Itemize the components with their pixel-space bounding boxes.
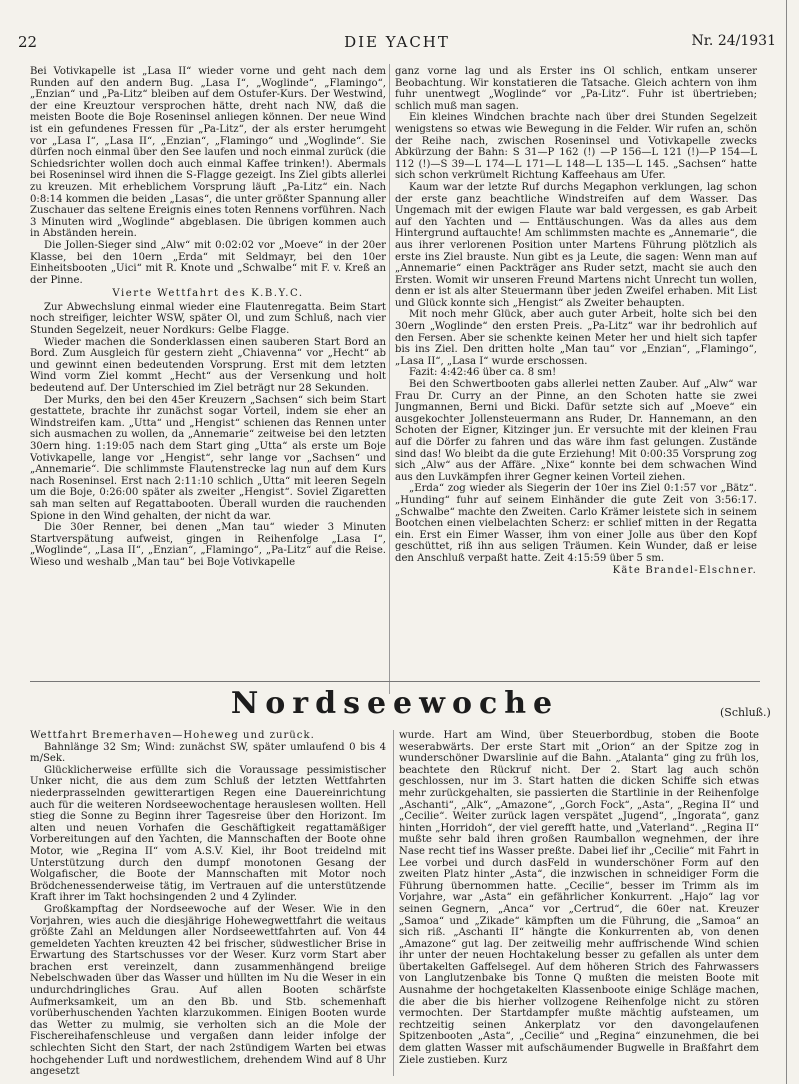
- page-header: [18, 33, 776, 55]
- paragraph: Mit noch mehr Glück, aber auch guter Arbeit, holte sich bei den 30ern „Woglinde“ den ersten Preis. „Pa-Litz“ war ihr bedrohlich auf den Fersen. Aber sie schenkte keinen Meter her und hielt sich tapfer bis ins Ziel. Den dritten holte „Man tau“ vor „Enzian“, „Flamingo“, „Lasa II“, „Lasa I“ wurde erschossen.: [395, 309, 757, 367]
- section-subheading: Vierte Wettfahrt des K.B.Y.C.: [112, 288, 304, 300]
- paragraph: Die Jollen-Sieger sind „Alw“ mit 0:02:02 vor „Moeve“ in der 20er Klasse, bei den 10ern „Erda“ mit Seldmayr, bei den 10er Einheitsbooten „Uici“ mit R. Knote und „Schwalbe“ mit F. v. Kreß an der Pinne.: [30, 239, 386, 286]
- section-title: Nordseewoche: [230, 686, 560, 721]
- author-signature: Käte Brandel-Elschner.: [612, 564, 757, 576]
- section-divider: [30, 681, 760, 682]
- paragraph: „Erda“ zog wieder als Siegerin der 10er ins Ziel 0:1:57 vor „Bätz“. „Hunding“ fuhr auf seinem Einhänder die gute Zeit von 3:56:17. „Schwalbe“ machte den Zweiten. Carlo Krämer leistete sich in seinem Bootchen einen vielbelachten Scherz: er schlief mitten in der Regatta ein. Erst ein Eimer Wasser, ihm von einer Jolle aus über den Kopf geschüttet, riß ihn aus seligen Träumen. Kein Wunder, daß er leise den Anschluß verpaßt hatte. Zeit 4:15:59 über 5 sm.: [395, 483, 757, 564]
- article1-column-2: [395, 66, 757, 672]
- paragraph: Kaum war der letzte Ruf durchs Megaphon verklungen, lag schon der erste ganz beachtliche Windstreifen auf dem Wasser. Das Ungemach mit der ewigen Flaute war bald vergessen, es gab Arbeit auf den Yachten und — Enttäuschungen. Was da alles aus dem Hintergrund auftauchte! Am schlimmsten machte es „Annemarie“, die aus ihrer verlorenen Position unter Martens Führung plötzlich als erste ins Ziel brauste. Nun gibt es ja Leute, die sagen: Wenn man auf „Annemarie“ einen Packträger ans Ruder setzt, macht sie auch den Ersten. Womit wir unseren Freund Martens nicht Unrecht tun wollen, denn er ist als alter Steuermann über jeden Zweifel erhaben. Mit List und Glück konnte sich „Hengist“ als Zweiter behaupten.: [395, 181, 757, 309]
- paragraph: Die 30er Renner, bei denen „Man tau“ wieder 3 Minuten Startverspätung aufweist, gingen in Reihenfolge „Lasa I“, „Woglinde“, „Lasa II“, „Enzian“, „Flamingo“, „Pa-Litz“ auf die Reise. Wieso und weshalb „Man tau“ bei Boje Votivkapelle: [30, 522, 386, 568]
- article2-column-1: [30, 730, 386, 1076]
- paragraph: wurde. Hart am Wind, über Steuerbordbug, stoben die Boote weserabwärts. Der erste Start mit „Orion“ an der Spitze zog in wunderschöner Dwarslinie auf die Bahn. „Atalanta“ ging zu früh los, beachtete den Rückruf nicht. Der 2. Start lag auch schön geschlossen, nur im 3. Start hatten die dicken Schiffe sich etwas mehr zurückgehalten, sie passierten die Startlinie in der Reihenfolge „Aschanti“, „Alk“, „Amazone“, „Gorch Fock“, „Asta“, „Regina II“ und „Cecilie“. Weiter zurück lagen verspätet „Jugend“, „Ingorata“, ganz hinten „Horridoh“, der viel gerefft hatte, und „Vaterland“. „Regina II“ mußte sehr bald ihren großen Raumballon wegnehmen, der ihre Nase recht tief ins Wasser preßte. Dabei lief ihr „Cecilie“ mit Fahrt in Lee vorbei und durch dasFeld in wunderschöner Form auf den zweiten Platz hinter „Asta“, die inzwischen in schneidiger Form die Führung übernommen hatte. „Cecilie“, besser im Trimm als im Vorjahre, war „Asta“ ein gefährlicher Konkurrent. „Hajo“ lag vor seinen Gegnern, „Anca“ vor „Certrud“, die 60er nat. Kreuzer „Samoa“ und „Zikade“ kämpften um die Führung, die „Samoa“ an sich riß. „Aschanti II“ hängte die Konkurrenten ab, von denen „Amazone“ gut lag. Der zeitweilig mehr auffrischende Wind schien ihr unter der neuen Hochtakelung besser zu gefallen als unter dem übertakelten Gaffelsegel. Auf dem höheren Strich des Fahrwassers von Langlutzenbake bis Tonne Q mußten die meisten Boote mit Ausnahme der hochgetakelten Klassenboote einige Schläge machen, die aber die bis hierher vollzogene Reihenfolge nicht zu stören vermochten. Der Startdampfer mußte mächtig aufsteamen, um rechtzeitig seinen Ankerplatz vor den davongelaufenen Spitzenbooten „Asta“, „Cecilie“ und „Regina“ einzunehmen, die bei dem glatten Wasser mit aufschäumender Bugwelle in Braßfahrt dem Ziele zustieben. Kurz: [399, 730, 759, 1066]
- paragraph: Bahnlänge 32 Sm; Wind: zunächst SW, später umlaufend 0 bis 4 m/Sek.: [30, 741, 386, 765]
- issue-number: Nr. 24/1931: [691, 33, 776, 49]
- paragraph: Bei Votivkapelle ist „Lasa II“ wieder vorne und geht nach dem Runden auf den andern Bug. „Lasa I“, „Woglinde“, „Flamingo“, „Enzian“ und „Pa-Litz“ bleiben auf dem Ostufer-Kurs. Der Westwind, der eine Kreuztour versprochen hätte, dreht nach NW, daß die meisten Boote die Boje Roseninsel anliegen können. Der neue Wind ist ein gefundenes Fressen für „Pa-Litz“, der als erster herumgeht vor „Lasa I“, „Lasa II“, „Enzian“, „Flamingo“ und „Woglinde“. Sie dürfen noch einmal über den See laufen und noch einmal zurück (die Schiedsrichter wollen doch auch einmal Kaffee trinken!). Abermals bei Roseninsel wird ihnen die S-Flagge gezeigt. Ins Ziel gibts allerlei zu kreuzen. Mit erheblichem Vorsprung läuft „Pa-Litz“ ein. Nach 0:8:14 kommen die beiden „Lasas“, die unter größter Spannung aller Zuschauer das seltene Ereignis eines toten Rennens vorführen. Nach 3 Minuten wird „Woglinde“ abgeblasen. Die übrigen kommen auch in Abständen herein.: [30, 66, 386, 240]
- page-edge-line: [786, 0, 787, 1084]
- paragraph: Wieder machen die Sonderklassen einen sauberen Start Bord an Bord. Zum Ausgleich für gestern zieht „Chiavenna“ vor „Hecht“ ab und gewinnt einen bedeutenden Vorsprung. Erst mit dem letzten Wind vorm Ziel kommt „Hecht“ aus der Versenkung und holt bedeutend auf. Der Unterschied im Ziel beträgt nur 28 Sekunden.: [30, 336, 386, 395]
- article1-column-1: [30, 66, 386, 692]
- paragraph: Zur Abwechslung einmal wieder eine Flautenregatta. Beim Start noch streifiger, leichter WSW, später Ol, und zum Schluß, nach vier Stunden Segelzeit, neuer Nordkurs: Gelbe Flagge.: [30, 301, 386, 337]
- paragraph: Bei den Schwertbooten gabs allerlei netten Zauber. Auf „Alw“ war Frau Dr. Curry an der Pinne, an den Schoten hatte sie zwei Jungmannen, Berni und Bicki. Dafür setzte sich auf „Moeve“ ein ausgekochter Jollensteuermann ans Ruder, Dr. Hannemann, an den Schoten der Eigner, Kitzinger jun. Er versuchte mit der kleinen Frau auf die Dörfer zu fahren und das wäre ihm fast gelungen. Zustände sind das! Wo bleibt da die gute Erziehung! Mit 0:00:35 Vorsprung zog sich „Alw“ aus der Affäre. „Nixe“ konnte bei dem schwachen Wind aus den Luvkämpfen ihrer Gegner keinen Vorteil ziehen.: [395, 379, 757, 483]
- paragraph: Fazit: 4:42:46 über ca. 8 sm!: [409, 367, 557, 379]
- column-divider: [393, 730, 394, 1076]
- article-subtitle: Wettfahrt Bremerhaven—Hoheweg und zurück.: [30, 730, 315, 741]
- paragraph: ganz vorne lag und als Erster ins Öl schlich, entkam unserer Beobachtung. Wir konstatieren die Tatsache. Gleich achtern von ihm fuhr unentwegt „Woglinde“ vor „Pa-Litz“. Fuhr ist übertrieben; schlich muß man sagen.: [395, 66, 757, 112]
- paragraph: Der Murks, den bei den 45er Kreuzern „Sachsen“ sich beim Start gestattete, brachte ihr zunächst sogar Vorteil, indem sie eher an Windstreifen kam. „Utta“ und „Hengist“ schienen das Rennen unter sich ausmachen zu wollen, da „Annemarie“ zeitweise bei den letzten 30ern hing. 1:19:05 nach dem Start ging „Utta“ als erste um Boje Votivkapelle, lange vor „Hengist“, sehr lange vor „Sachsen“ und „Annemarie“. Die schlimmste Flautenstrecke lag nun auf dem Kurs nach Roseninsel. Erst nach 2:11:10 schlich „Utta“ mit leeren Segeln um die Boje, 0:26:00 später als zweiter „Hengist“. Soviel Zigaretten sah man selten auf Regattabooten. Überall wurden die rauchenden Spione in den Wind gehalten, der nicht da war.: [30, 394, 386, 522]
- page-number: 22: [18, 33, 38, 51]
- paragraph: Glücklicherweise erfüllte sich die Voraussage pessimistischer Unker nicht, die aus dem zum Schluß der letzten Wettfahrten niederprasselnden gewitterartigen Regen eine Dauereinrichtung auch für die weiteren Nordseewochentage herauslesen wollten. Hell stieg die Sonne zu Beginn ihrer Tagesreise über den Horizont. Im alten und neuen Vorhafen die Geschäftigkeit regattamäßiger Vorbereitungen auf den Yachten, die Mannschaften der Boote ohne Motor, wie „Regina II“ vom A.S.V. Kiel, ihr Boot treidelnd mit Unterstützung durch den dumpf monotonen Gesang der Wolgafischer, die Boote der Mannschaften mit Motor noch Brödchenessenderweise tätig, im Vertrauen auf die unterstützende Kraft ihrer im Takt hochsingenden 2 und 4 Zylinder.: [30, 764, 386, 904]
- magazine-title: DIE YACHT: [344, 33, 450, 51]
- column-divider: [389, 64, 390, 694]
- paragraph: Ein kleines Windchen brachte nach über drei Stunden Segelzeit wenigstens so etwas wie Bewegung in die Felder. Wir rufen an, schön der Reihe nach, zwischen Roseninsel und Votivkapelle zwecks Abkürzung der Bahn: S 31—P 162 (!) —P 156—L 121 (!)—P 154—L 112 (!)—S 39—L 174—L 171—L 148—L 135—L 145. „Sachsen“ hatte sich schon verkrümelt Richtung Kaffeehaus am Ufer.: [395, 112, 757, 182]
- paragraph: Großkampftag der Nordseewoche auf der Weser. Wie in den Vorjahren, wies auch die diesjährige Hohewegwettfahrt die weitaus größte Zahl an Meldungen aller Nordseewettfahrten auf. Von 44 gemeldeten Yachten kreuzten 42 bei frischer, südwestlicher Brise in Erwartung des Startschusses vor der Weser. Kurz vorm Start aber brachen erst vereinzelt, dann zusammenhängend breiige Nebelschwaden über das Wasser und hüllten im Nu die Weser in ein undurchdringliches Grau. Auf allen Booten schärfste Aufmerksamkeit, um an den Bb. und Stb. schemenhaft vorüberhuschenden Yachten klarzukommen. Einigen Booten wurde das Wetter zu mulmig, sie verholten sich an die Mole der Fischereihafenschleuse und vergaßen dann leider infolge der schlechten Sicht den Start, der nach 2stündigem Warten bei etwas hochgehender Luft und nordwestlichem, drehendem Wind auf 8 Uhr angesetzt: [30, 903, 386, 1076]
- article2-column-2: [399, 730, 759, 1076]
- continuation-note: (Schluß.): [720, 706, 771, 719]
